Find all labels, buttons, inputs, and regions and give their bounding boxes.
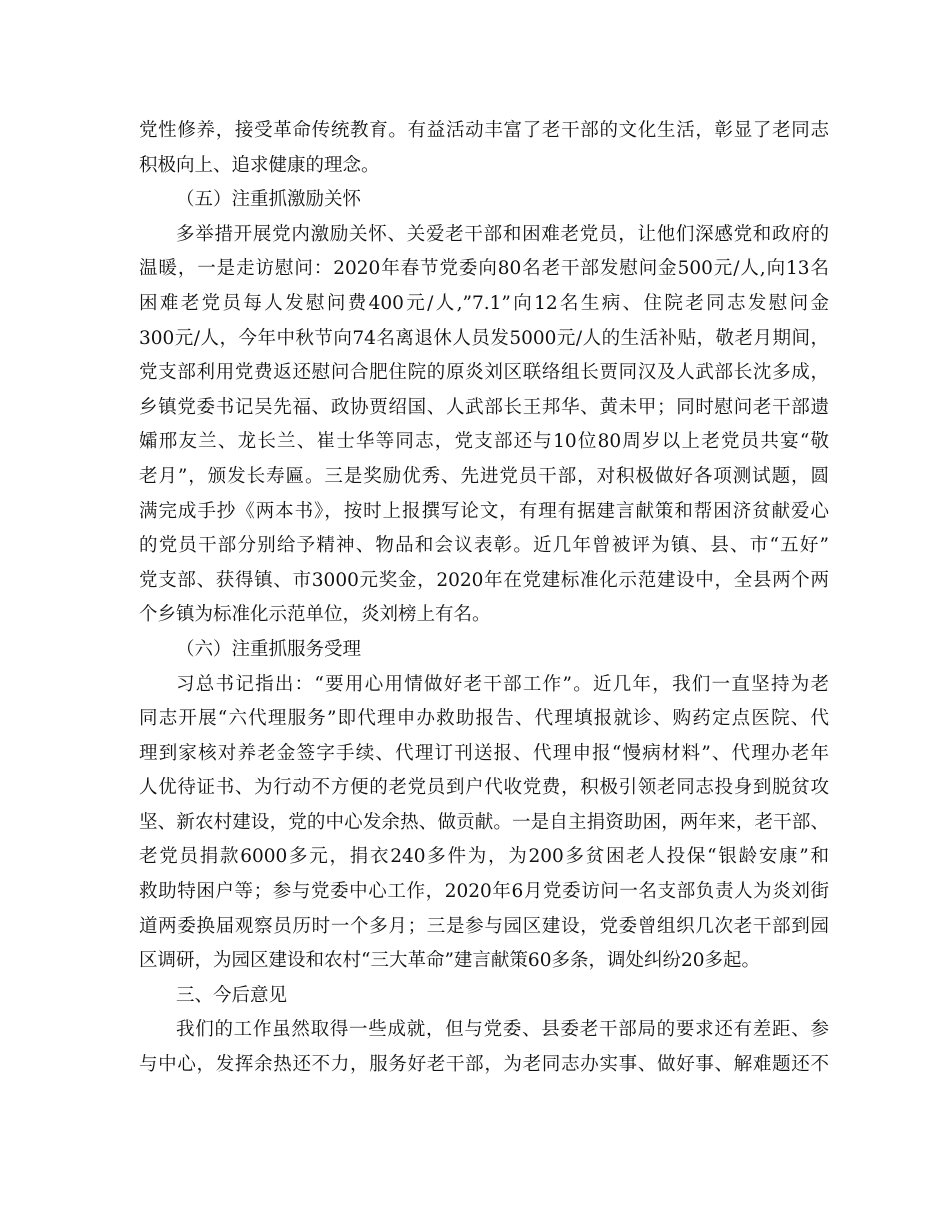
paragraph-line: 满完成手抄《两本书》，按时上报撰写论文，有理有据建言献策和帮困济贫献爱心: [139, 500, 829, 522]
paragraph-line: 300元/人，今年中秋节向74名离退休人员发5000元/人的生活补贴，敬老月期间，: [139, 327, 829, 349]
paragraph-line: 同志开展“六代理服务”即代理申办救助报告、代理填报就诊、购药定点医院、代: [139, 708, 829, 730]
section-heading: （五）注重抓激励关怀: [176, 189, 362, 211]
paragraph-line: 党性修养，接受革命传统教育。有益活动丰富了老干部的文化生活，彰显了老同志: [139, 120, 829, 141]
paragraph-line: 个乡镇为标准化示范单位，炎刘榜上有名。: [139, 604, 491, 626]
paragraph-line: 与中心，发挥余热还不力，服务好老干部，为老同志办实事、做好事、解难题还不: [139, 1054, 829, 1076]
paragraph-line: 我们的工作虽然取得一些成就，但与党委、县委老干部局的要求还有差距、参: [176, 1019, 829, 1041]
paragraph-line: 理到家核对养老金签字手续、代理订刊送报、代理申报“慢病材料”、代理办老年: [139, 742, 829, 764]
document-body: [139, 114, 829, 1083]
section-heading: 三、今后意见: [176, 984, 288, 1006]
paragraph-line: 党支部、获得镇、市3000元奖金，2020年在党建标准化示范建设中，全县两个两: [139, 569, 829, 591]
paragraph-line: 多举措开展党内激励关怀、关爱老干部和困难老党员，让他们深感党和政府的: [176, 223, 829, 245]
paragraph-line: 老党员捐款6000多元，捐衣240多件为，为200多贫困老人投保“银龄安康”和: [139, 846, 829, 868]
paragraph-line: 乡镇党委书记吴先福、政协贾绍国、人武部长王邦华、黄未甲；同时慰问老干部遗: [139, 396, 829, 418]
paragraph-line: 道两委换届观察员历时一个多月；三是参与园区建设，党委曾组织几次老干部到园: [139, 915, 829, 937]
paragraph-line: 老月”，颁发长寿匾。三是奖励优秀、先进党员干部，对积极做好各项测试题，圆: [139, 465, 829, 487]
paragraph-line: 积极向上、追求健康的理念。: [139, 154, 380, 176]
paragraph-line: 党支部利用党费返还慰问合肥住院的原炎刘区联络组长贾同汉及人武部长沈多成，: [139, 362, 829, 384]
paragraph-line: 孀邢友兰、龙长兰、崔士华等同志，党支部还与10位80周岁以上老党员共宴“敬: [139, 431, 829, 453]
paragraph-line: 救助特困户等；参与党委中心工作，2020年6月党委访问一名支部负责人为炎刘街: [139, 881, 829, 903]
paragraph-line: 温暖，一是走访慰问：2020年春节党委向80名老干部发慰问金500元/人,向13名: [139, 258, 829, 280]
paragraph-line: 区调研，为园区建设和农村“三大革命”建言献策60多条，调处纠纷20多起。: [139, 950, 760, 972]
paragraph-line: 坚、新农村建设，党的中心发余热、做贡献。一是自主捐资助困，两年来，老干部、: [139, 811, 829, 833]
paragraph-line: 的党员干部分别给予精神、物品和会议表彰。近几年曾被评为镇、县、市“五好”: [139, 535, 829, 557]
section-heading: （六）注重抓服务受理: [176, 638, 362, 660]
paragraph-line: 人优待证书、为行动不方便的老党员到户代收党费，积极引领老同志投身到脱贫攻: [139, 777, 829, 799]
paragraph-line: 困难老党员每人发慰问费400元/人,”7.1”向12名生病、住院老同志发慰问金: [139, 292, 829, 314]
paragraph-line: 习总书记指出：“要用心用情做好老干部工作”。近几年，我们一直坚持为老: [176, 673, 829, 695]
